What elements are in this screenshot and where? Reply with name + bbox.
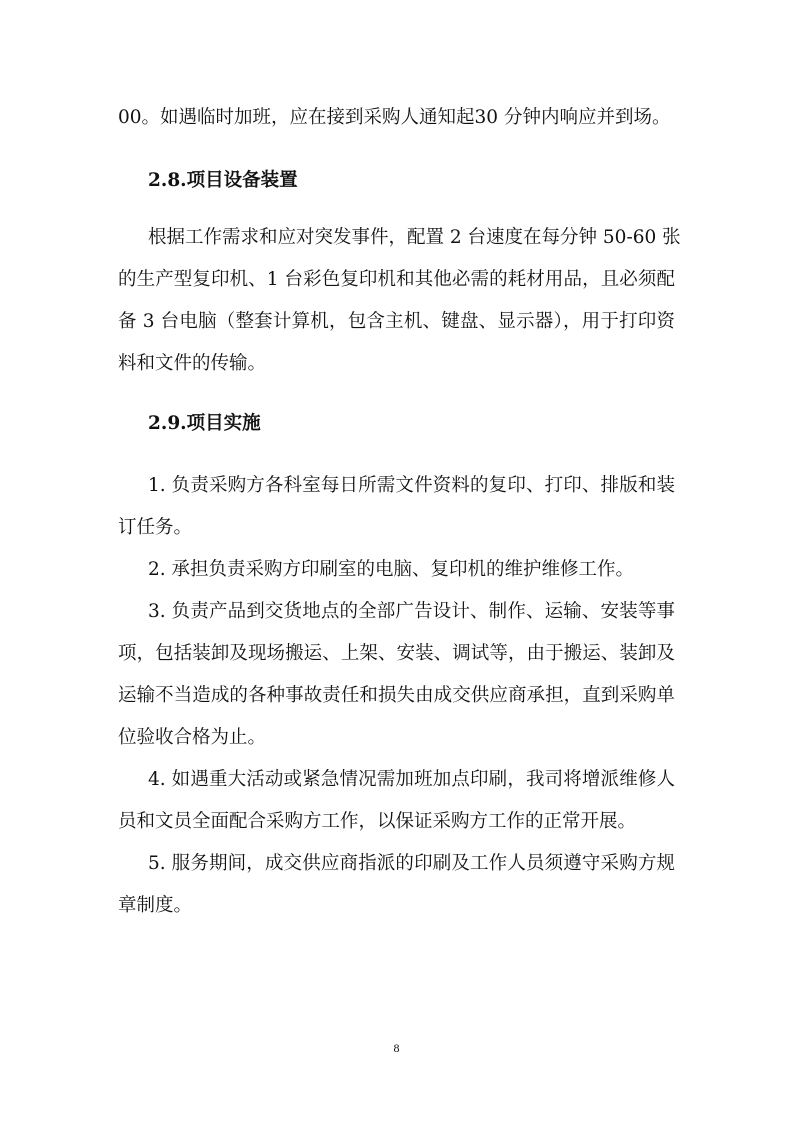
list-item-line: 订任务。: [118, 517, 193, 538]
paragraph-line: 备 3 台电脑（整套计算机，包含主机、键盘、显示器），用于打印资: [118, 311, 675, 332]
list-item-line: 5. 服务期间，成交供应商指派的印刷及工作人员须遵守采购方规: [148, 853, 675, 874]
list-item-line: 3. 负责产品到交货地点的全部广告设计、制作、运输、安装等事: [148, 601, 675, 622]
list-item-line: 员和文员全面配合采购方工作，以保证采购方工作的正常开展。: [118, 811, 637, 832]
list-item-line: 位验收合格为止。: [118, 727, 267, 748]
list-item-line: 章制度。: [118, 895, 193, 916]
list-item-line: 4. 如遇重大活动或紧急情况需加班加点印刷，我司将增派维修人: [148, 769, 675, 790]
list-item-line: 2. 承担负责采购方印刷室的电脑、复印机的维护维修工作。: [148, 559, 635, 580]
page-number: 8: [393, 1041, 400, 1055]
list-item-line: 1. 负责采购方各科室每日所需文件资料的复印、打印、排版和装: [148, 475, 675, 496]
paragraph-line: 的生产型复印机、1 台彩色复印机和其他必需的耗材用品，且必须配: [118, 269, 675, 290]
paragraph-line: 料和文件的传输。: [118, 353, 267, 374]
list-item-line: 运输不当造成的各种事故责任和损失由成交供应商承担，直到采购单: [118, 685, 675, 706]
section-heading-2-9: 2.9.项目实施: [148, 413, 261, 434]
paragraph-line: 根据工作需求和应对突发事件，配置 2 台速度在每分钟 50-60 张: [148, 227, 681, 248]
paragraph-line: 00。如遇临时加班，应在接到采购人通知起30 分钟内响应并到场。: [118, 107, 671, 128]
section-heading-2-8: 2.8.项目设备装置: [148, 170, 298, 191]
list-item-line: 项，包括装卸及现场搬运、上架、安装、调试等，由于搬运、装卸及: [118, 643, 675, 664]
